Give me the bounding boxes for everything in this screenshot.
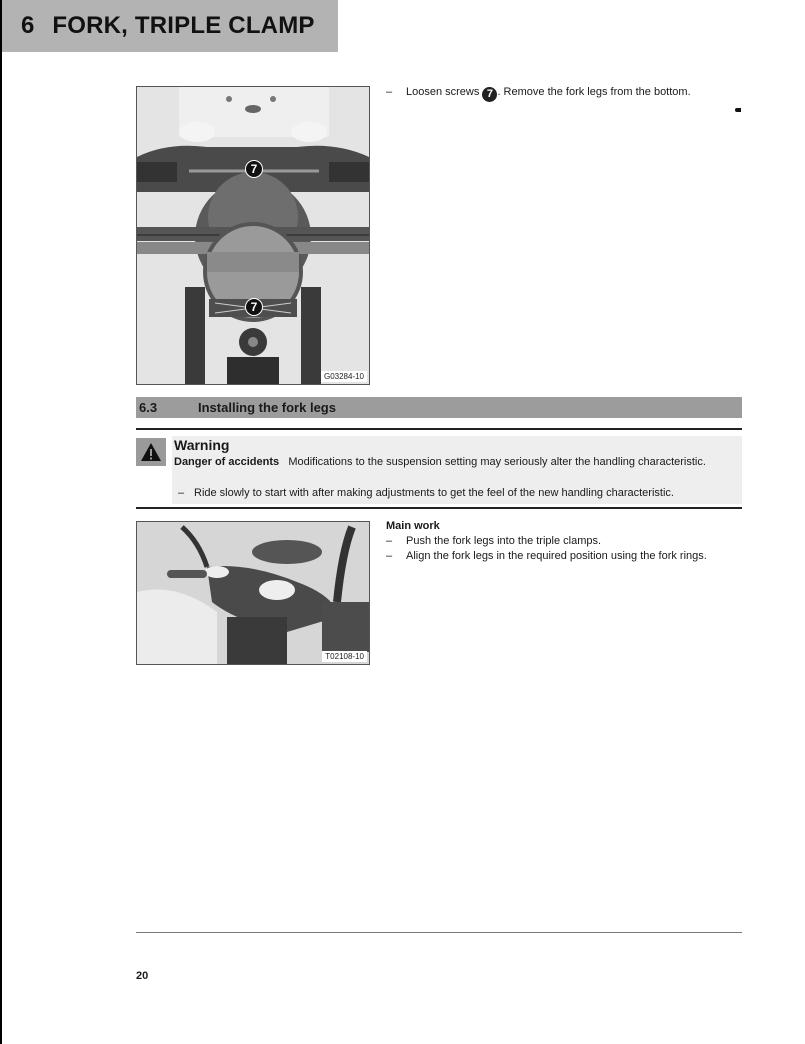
- section-number: 6.3: [139, 400, 158, 415]
- end-of-step-marker: [735, 108, 741, 112]
- callout-7-lower: 7: [245, 298, 263, 316]
- warning-bottom-rule: [136, 507, 742, 509]
- warning-text: Modifications to the suspension setting may seriously alter the handling characteristic.: [288, 456, 706, 468]
- main-work-step-2: – Align the fork legs in the required position using the fork rings.: [386, 550, 707, 562]
- figure-id: T02108-10: [322, 651, 367, 662]
- step-text-after: . Remove the fork legs from the bottom.: [497, 86, 691, 98]
- chapter-number: 6: [21, 12, 35, 39]
- main-work: [386, 519, 726, 564]
- removal-step: [386, 85, 766, 102]
- section-title: Installing the fork legs: [198, 400, 336, 415]
- warning-body: [174, 455, 742, 470]
- chapter-header: [2, 0, 338, 52]
- page-edge: [0, 0, 2, 1044]
- callout-7-inline: 7: [482, 87, 497, 102]
- warning-box: [136, 436, 742, 504]
- footer-rule: [136, 932, 742, 933]
- step-dash: –: [386, 86, 393, 98]
- page-number: 20: [136, 970, 149, 982]
- warning-top-rule: [136, 428, 742, 430]
- warning-lead: Danger of accidents: [174, 456, 280, 468]
- main-work-step-1: – Push the fork legs into the triple clamps.: [386, 535, 602, 547]
- step-text-before: Loosen screws: [406, 86, 480, 98]
- warning-step-text: Ride slowly to start with after making adjustments to get the feel of the new handling characteristic.: [194, 487, 674, 499]
- warning-step: [174, 486, 674, 501]
- figure-id: G03284-10: [321, 371, 367, 382]
- callout-7-upper: 7: [245, 160, 263, 178]
- chapter-title: FORK, TRIPLE CLAMP: [52, 12, 315, 39]
- main-work-heading: Main work: [386, 520, 440, 532]
- warning-title: Warning: [174, 437, 230, 453]
- triple-clamp-photo: [137, 522, 369, 664]
- step-dash: –: [178, 487, 185, 499]
- figure-triple-clamp: [136, 521, 370, 665]
- figure-fork-top-view: [136, 86, 370, 385]
- warning-triangle-icon: [136, 438, 166, 466]
- motorcycle-front-photo: [137, 87, 369, 384]
- section-header: [136, 397, 742, 418]
